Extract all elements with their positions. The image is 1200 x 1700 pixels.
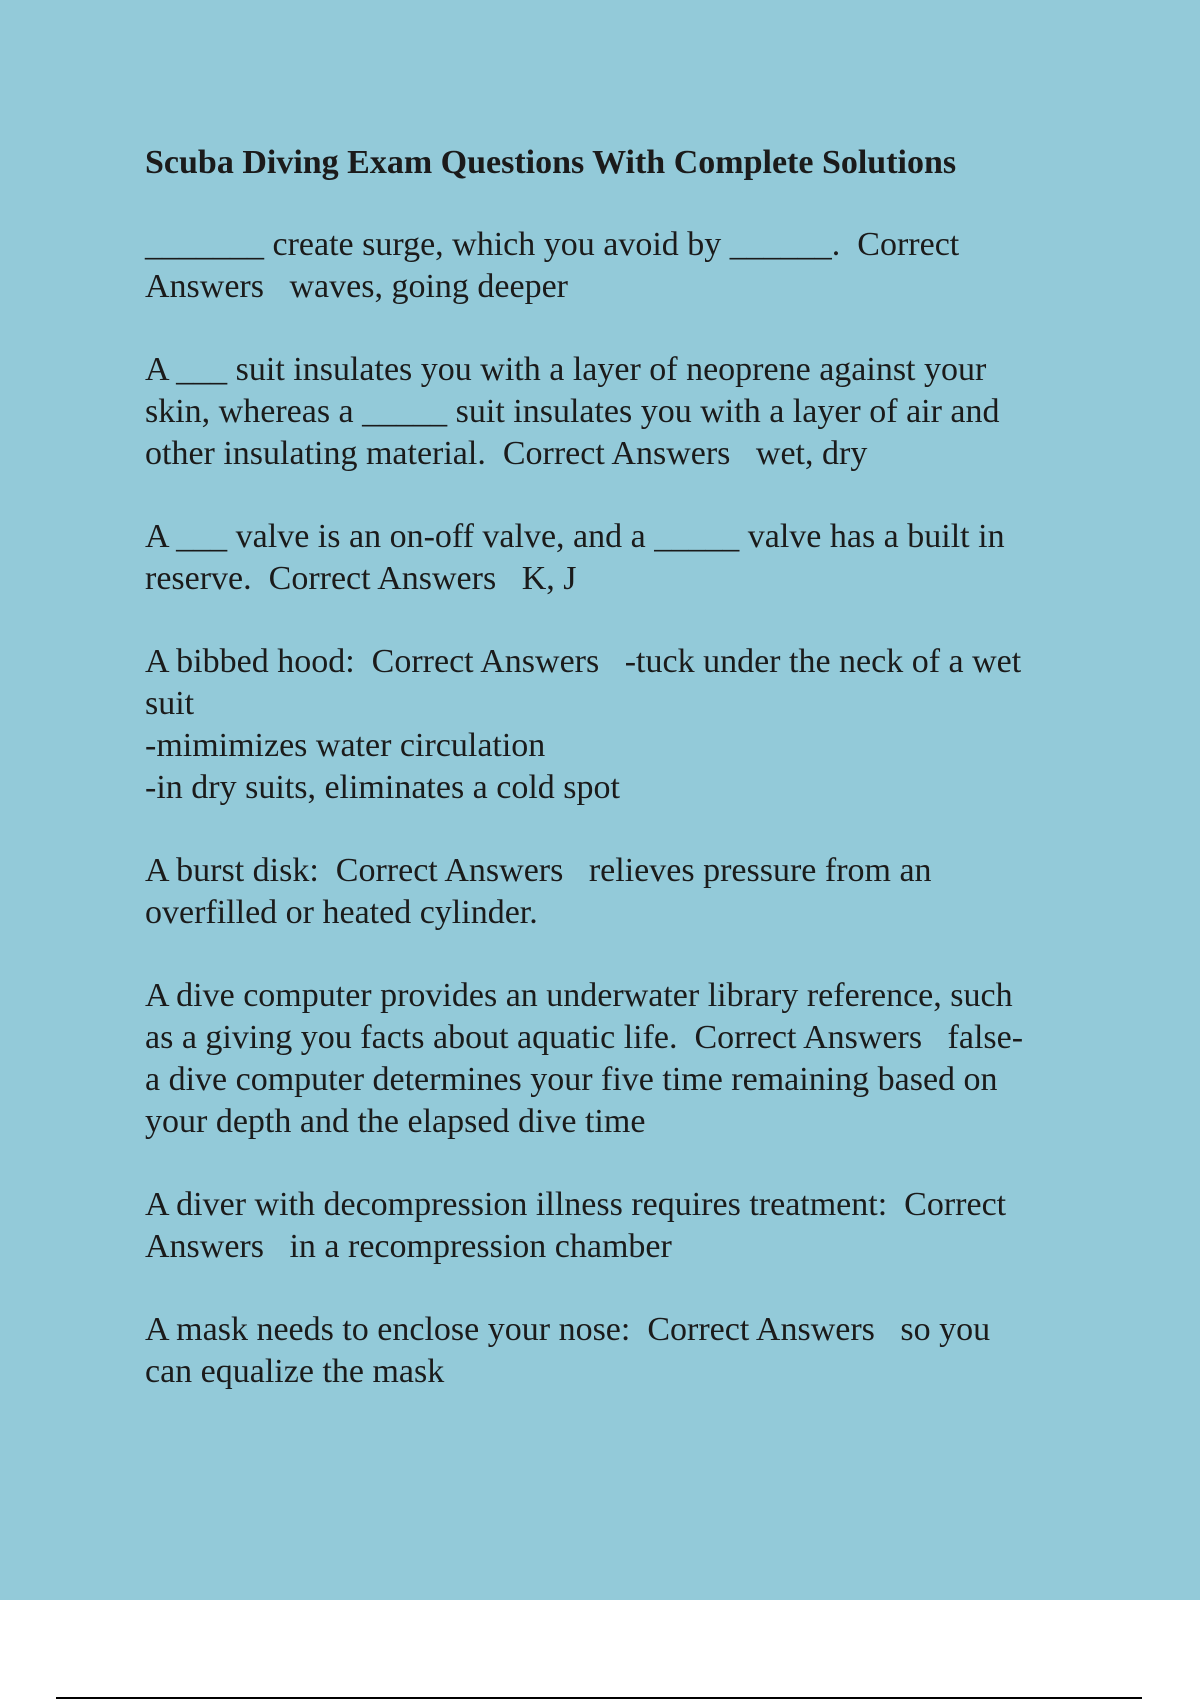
qa-entry [145, 516, 1095, 600]
qa-line: A burst disk: Correct Answers relieves pressure from an [145, 852, 932, 889]
qa-line: _______ create surge, which you avoid by ______. Correct [145, 226, 960, 263]
qa-entry [145, 224, 1095, 308]
qa-entry [145, 1184, 1095, 1268]
document-content [145, 142, 1095, 1434]
qa-entry [145, 1309, 1095, 1393]
document-title: Scuba Diving Exam Questions With Complete Solutions [145, 144, 957, 181]
qa-entry [145, 641, 1095, 809]
qa-line: A dive computer provides an underwater library reference, such [145, 977, 1013, 1014]
qa-line: -mimimizes water circulation [145, 727, 546, 764]
footer-divider [56, 1697, 1142, 1699]
qa-entry [145, 850, 1095, 934]
qa-line: skin, whereas a _____ suit insulates you with a layer of air and [145, 393, 1000, 430]
qa-line: overfilled or heated cylinder. [145, 894, 538, 931]
qa-line: A bibbed hood: Correct Answers -tuck under the neck of a wet [145, 643, 1022, 680]
qa-line: A ___ suit insulates you with a layer of neoprene against your [145, 351, 987, 388]
qa-line: Answers in a recompression chamber [145, 1228, 672, 1265]
qa-line: can equalize the mask [145, 1353, 445, 1390]
qa-entry [145, 975, 1095, 1143]
qa-line: suit [145, 685, 195, 722]
qa-line: A diver with decompression illness requires treatment: Correct [145, 1186, 1007, 1223]
qa-line: reserve. Correct Answers K, J [145, 560, 577, 597]
qa-line: other insulating material. Correct Answers wet, dry [145, 435, 868, 472]
qa-line: as a giving you facts about aquatic life. Correct Answers false- [145, 1019, 1024, 1056]
qa-line: -in dry suits, eliminates a cold spot [145, 769, 620, 806]
qa-line: A ___ valve is an on-off valve, and a _____ valve has a built in [145, 518, 1005, 555]
qa-line: a dive computer determines your five time remaining based on [145, 1061, 998, 1098]
qa-line: Answers waves, going deeper [145, 268, 568, 305]
qa-line: A mask needs to enclose your nose: Correct Answers so you [145, 1311, 991, 1348]
qa-entry [145, 349, 1095, 475]
qa-line: your depth and the elapsed dive time [145, 1103, 646, 1140]
